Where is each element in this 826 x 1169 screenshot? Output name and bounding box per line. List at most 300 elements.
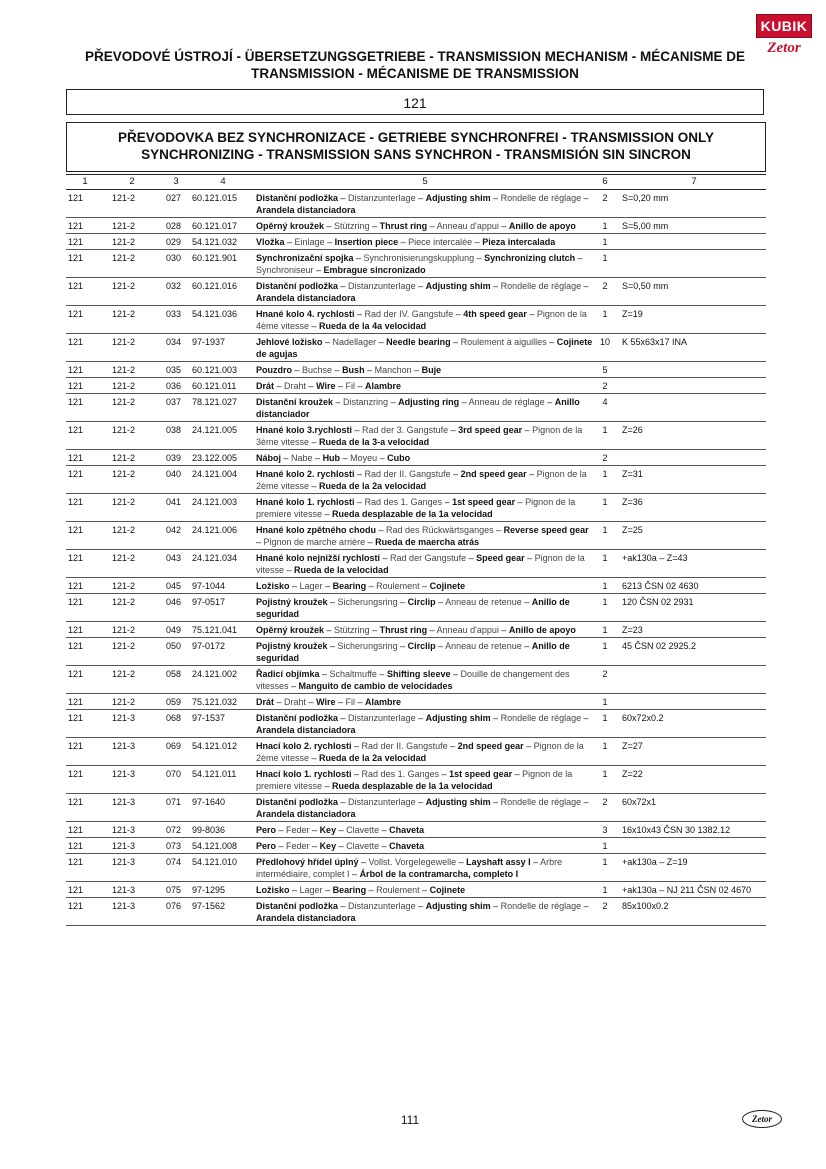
description-de: Rad der II. Gangstufe <box>361 741 448 751</box>
zetor-footer-logo: Zetor <box>742 1110 782 1128</box>
column-header-1: 1 <box>82 176 88 187</box>
description-fr: Anneau de retenue <box>445 641 522 651</box>
part-number-cell: 97-1562 <box>192 901 226 911</box>
quantity-cell: 2 <box>602 669 608 679</box>
description-cell: Hnané kolo 4. rychlosti – Rad der IV. Gangstufe – 4th speed gear – Pignon de la 4ème vitesse – Rueda de la 4a velocidad <box>256 309 587 331</box>
subgroup-cell: 121-2 <box>112 337 136 347</box>
description-cell: Opěrný kroužek – Stützring – Thrust ring – Anneau d'appui – Anillo de apoyo <box>256 625 576 635</box>
table-row <box>66 334 766 362</box>
note-cell: +ak130a – Z=43 <box>622 553 688 563</box>
description-es: Alambre <box>365 381 402 391</box>
table-row <box>66 362 766 378</box>
table-row <box>66 710 766 738</box>
description-cell: Synchronizační spojka – Synchronisierungskupplung – Synchronizing clutch – Synchroniseur – Embrague sincronizado <box>256 253 583 275</box>
quantity-cell: 1 <box>602 597 608 607</box>
description-fr: Piece intercalée <box>408 237 473 247</box>
table-row <box>66 838 766 854</box>
description-en: Thrust ring <box>379 221 428 231</box>
part-number-cell: 97-1295 <box>192 885 226 895</box>
position-cell: 074 <box>166 857 182 867</box>
part-number-cell: 60.121.003 <box>192 365 238 375</box>
table-row <box>66 394 766 422</box>
description-en: Adjusting ring <box>398 397 460 407</box>
table-row <box>66 578 766 594</box>
part-number-cell: 60.121.017 <box>192 221 238 231</box>
part-number-cell: 24.121.005 <box>192 425 238 435</box>
quantity-cell: 1 <box>602 553 608 563</box>
description-cz: Pouzdro <box>256 365 292 375</box>
description-es: Arandela distanciadora <box>256 293 356 303</box>
position-cell: 034 <box>166 337 182 347</box>
subgroup-cell: 121-2 <box>112 525 136 535</box>
description-cz: Hnací kolo 1. rychlosti <box>256 769 352 779</box>
description-cz: Řadicí objímka <box>256 669 320 679</box>
kubik-logo: KUBIK <box>756 14 812 38</box>
group-cell: 121 <box>68 713 84 723</box>
description-cz: Hnané kolo zpětného chodu <box>256 525 377 535</box>
part-number-cell: 99-8036 <box>192 825 226 835</box>
part-number-cell: 54.121.011 <box>192 769 237 779</box>
table-row <box>66 766 766 794</box>
description-de: Rad der II. Gangstufe <box>364 469 451 479</box>
note-cell: Z=26 <box>622 425 643 435</box>
description-cell: Jehlové ložisko – Nadellager – Needle bearing – Roulement à aiguilles – Cojinete de agujas <box>256 337 593 359</box>
title-line-2: TRANSMISSION - MÉCANISME DE TRANSMISSION <box>251 66 579 81</box>
part-number-cell: 54.121.036 <box>192 309 238 319</box>
quantity-cell: 1 <box>602 885 608 895</box>
description-cell: Ložisko – Lager – Bearing – Roulement – Cojinete <box>256 581 466 591</box>
description-cell: Distanční podložka – Distanzunterlage – Adjusting shim – Rondelle de réglage – Arandela distanciadora <box>256 193 589 215</box>
description-fr: Pignon de la 2ème vitesse <box>256 469 587 491</box>
description-cz: Hnané kolo 1. rychlosti <box>256 497 355 507</box>
description-es: Embrague sincronizado <box>323 265 426 275</box>
description-cell: Náboj – Nabe – Hub – Moyeu – Cubo <box>256 453 411 463</box>
table-row <box>66 898 766 926</box>
description-fr: Pignon de la 2ème vitesse <box>256 741 584 763</box>
quantity-cell: 5 <box>602 365 608 375</box>
description-en: Key <box>319 841 337 851</box>
group-cell: 121 <box>68 841 84 851</box>
note-cell: Z=22 <box>622 769 643 779</box>
description-es: Cojinete de agujas <box>256 337 593 359</box>
position-cell: 030 <box>166 253 182 263</box>
description-cell: Hnané kolo 3.rychlosti – Rad der 3. Gangstufe – 3rd speed gear – Pignon de la 3ème vitesse – Rueda de la 3-a velocidad <box>256 425 583 447</box>
description-es: Rueda desplazable de la 1a velocidad <box>332 509 493 519</box>
table-row <box>66 378 766 394</box>
column-header-7: 7 <box>691 176 697 187</box>
note-cell: S=0,50 mm <box>622 281 669 291</box>
description-cz: Drát <box>256 697 275 707</box>
description-en: Adjusting shim <box>425 281 491 291</box>
note-cell: Z=27 <box>622 741 643 751</box>
description-es: Anillo de apoyo <box>508 221 576 231</box>
description-fr: Rondelle de réglage <box>500 193 582 203</box>
description-en: Wire <box>316 697 336 707</box>
description-es: Rueda de la 4a velocidad <box>319 321 427 331</box>
position-cell: 028 <box>166 221 182 231</box>
part-number-cell: 97-1640 <box>192 797 226 807</box>
group-cell: 121 <box>68 641 84 651</box>
column-header-2: 2 <box>129 176 135 187</box>
note-cell: Z=23 <box>622 625 643 635</box>
description-es: Anillo de seguridad <box>256 641 570 663</box>
quantity-cell: 3 <box>602 825 608 835</box>
description-de: Distanzunterlage <box>348 713 416 723</box>
description-fr: Pignon de marche arrière <box>263 537 366 547</box>
page-number: 111 <box>400 1113 420 1127</box>
description-en: Layshaft assy I <box>466 857 531 867</box>
position-cell: 037 <box>166 397 182 407</box>
description-en: Thrust ring <box>379 625 428 635</box>
description-cz: Náboj <box>256 453 282 463</box>
description-cz: Distanční podložka <box>256 193 339 203</box>
subgroup-cell: 121-2 <box>112 309 136 319</box>
subgroup-cell: 121-2 <box>112 221 136 231</box>
description-fr: Anneau de retenue <box>445 597 522 607</box>
quantity-cell: 1 <box>602 697 608 707</box>
description-fr: Pignon de la vitesse <box>256 553 585 575</box>
group-cell: 121 <box>68 453 84 463</box>
description-fr: Anneau d'appui <box>436 625 499 635</box>
quantity-cell: 1 <box>602 641 608 651</box>
note-cell: 16x10x43 ČSN 30 1382.12 <box>622 825 731 835</box>
description-de: Distanzunterlage <box>348 901 416 911</box>
note-cell: Z=19 <box>622 309 643 319</box>
group-cell: 121 <box>68 221 84 231</box>
table-row <box>66 638 766 666</box>
group-cell: 121 <box>68 365 84 375</box>
section-number: 121 <box>66 89 764 115</box>
group-cell: 121 <box>68 697 84 707</box>
position-cell: 039 <box>166 453 182 463</box>
subgroup-cell: 121-2 <box>112 453 136 463</box>
group-cell: 121 <box>68 553 84 563</box>
position-cell: 059 <box>166 697 182 707</box>
description-en: Bearing <box>332 885 367 895</box>
description-fr: Pignon de la premiere vitesse <box>256 769 573 791</box>
quantity-cell: 2 <box>602 193 608 203</box>
description-cz: Pero <box>256 825 277 835</box>
group-cell: 121 <box>68 825 84 835</box>
part-number-cell: 24.121.006 <box>192 525 238 535</box>
description-es: Árbol de la contramarcha, completo I <box>359 869 519 879</box>
description-es: Cojinete <box>429 581 466 591</box>
group-cell: 121 <box>68 857 84 867</box>
description-es: Manguito de cambio de velocidades <box>298 681 453 691</box>
note-cell: Z=25 <box>622 525 643 535</box>
part-number-cell: 97-0517 <box>192 597 226 607</box>
quantity-cell: 1 <box>602 857 608 867</box>
position-cell: 033 <box>166 309 182 319</box>
description-es: Anillo de seguridad <box>256 597 570 619</box>
note-cell: Z=31 <box>622 469 643 479</box>
position-cell: 041 <box>166 497 182 507</box>
position-cell: 043 <box>166 553 182 563</box>
description-cell: Distanční podložka – Distanzunterlage – Adjusting shim – Rondelle de réglage – Arandela distanciadora <box>256 901 589 923</box>
subgroup-cell: 121-2 <box>112 497 136 507</box>
description-cell: Distanční podložka – Distanzunterlage – Adjusting shim – Rondelle de réglage – Arandela distanciadora <box>256 713 589 735</box>
subgroup-cell: 121-2 <box>112 597 136 607</box>
position-cell: 070 <box>166 769 182 779</box>
group-cell: 121 <box>68 193 84 203</box>
quantity-cell: 1 <box>602 253 608 263</box>
note-cell: 6213 ČSN 02 4630 <box>622 581 699 591</box>
subgroup-cell: 121-3 <box>112 901 136 911</box>
part-number-cell: 23.122.005 <box>192 453 238 463</box>
description-en: 2nd speed gear <box>460 469 527 479</box>
quantity-cell: 10 <box>599 337 610 347</box>
description-de: Lager <box>299 885 323 895</box>
part-number-cell: 60.121.011 <box>192 381 237 391</box>
quantity-cell: 2 <box>602 797 608 807</box>
description-fr: Fil <box>345 381 356 391</box>
column-header <box>66 174 766 190</box>
column-header-6: 6 <box>602 176 608 187</box>
description-en: Needle bearing <box>386 337 451 347</box>
quantity-cell: 2 <box>602 381 608 391</box>
description-cell: Hnané kolo nejnižší rychlosti – Rad der Gangstufe – Speed gear – Pignon de la vitesse – Rueda de la velocidad <box>256 553 585 575</box>
group-cell: 121 <box>68 625 84 635</box>
description-de: Stützring <box>334 221 370 231</box>
description-en: 1st speed gear <box>452 497 516 507</box>
description-fr: Fil <box>345 697 356 707</box>
table-row <box>66 666 766 694</box>
table-row <box>66 694 766 710</box>
description-es: Alambre <box>365 697 402 707</box>
column-header-3: 3 <box>173 176 179 187</box>
position-cell: 069 <box>166 741 182 751</box>
group-cell: 121 <box>68 901 84 911</box>
position-cell: 040 <box>166 469 182 479</box>
group-cell: 121 <box>68 741 84 751</box>
description-es: Anillo distanciador <box>256 397 580 419</box>
quantity-cell: 2 <box>602 901 608 911</box>
description-en: Adjusting shim <box>425 713 491 723</box>
subgroup-cell: 121-2 <box>112 641 136 651</box>
description-es: Cubo <box>387 453 411 463</box>
description-en: 4th speed gear <box>463 309 527 319</box>
description-cell: Předlohový hřídel úplný – Vollst. Vorgelegewelle – Layshaft assy I – Arbre intermédiaire, complet I – Árbol de la contramarcha, completo I <box>256 857 563 879</box>
description-fr: Anneau de réglage <box>468 397 545 407</box>
position-cell: 032 <box>166 281 182 291</box>
subgroup-cell: 121-2 <box>112 365 136 375</box>
description-es: Arandela distanciadora <box>256 725 356 735</box>
description-cz: Jehlové ložisko <box>256 337 323 347</box>
quantity-cell: 4 <box>602 397 608 407</box>
description-de: Vollst. Vorgelegewelle <box>368 857 457 867</box>
note-cell: +ak130a – NJ 211 ČSN 02 4670 <box>622 885 752 895</box>
part-number-cell: 97-1537 <box>192 713 226 723</box>
description-de: Sicherungsring <box>337 641 398 651</box>
subgroup-cell: 121-3 <box>112 713 136 723</box>
position-cell: 075 <box>166 885 182 895</box>
part-number-cell: 78.121.027 <box>192 397 238 407</box>
description-fr: Pignon de la 4ème vitesse <box>256 309 587 331</box>
description-fr: Rondelle de réglage <box>500 281 582 291</box>
group-cell: 121 <box>68 253 84 263</box>
description-de: Rad des Rückwärtsganges <box>386 525 494 535</box>
description-en: Reverse speed gear <box>503 525 589 535</box>
group-cell: 121 <box>68 237 84 247</box>
part-number-cell: 54.121.012 <box>192 741 238 751</box>
subgroup-cell: 121-2 <box>112 581 136 591</box>
description-en: Hub <box>322 453 341 463</box>
description-en: Adjusting shim <box>425 193 491 203</box>
description-en: Shifting sleeve <box>386 669 451 679</box>
description-cell: Hnané kolo 1. rychlosti – Rad des 1. Ganges – 1st speed gear – Pignon de la premiere vitesse – Rueda desplazable de la 1a velocidad <box>256 497 576 519</box>
description-fr: Moyeu <box>350 453 378 463</box>
description-de: Nadellager <box>332 337 377 347</box>
description-en: Insertion piece <box>334 237 399 247</box>
description-de: Rad des 1. Ganges <box>361 769 440 779</box>
subgroup-cell: 121-3 <box>112 885 136 895</box>
description-fr: Manchon <box>374 365 412 375</box>
subgroup-cell: 121-3 <box>112 841 136 851</box>
group-cell: 121 <box>68 525 84 535</box>
table-row <box>66 250 766 278</box>
description-de: Rad der 3. Gangstufe <box>362 425 449 435</box>
subgroup-cell: 121-2 <box>112 193 136 203</box>
column-header-4: 4 <box>220 176 226 187</box>
position-cell: 049 <box>166 625 182 635</box>
note-cell: 120 ČSN 02 2931 <box>622 597 694 607</box>
description-cz: Ložisko <box>256 581 290 591</box>
description-fr: Anneau d'appui <box>436 221 499 231</box>
description-fr: Clavette <box>346 825 380 835</box>
description-cell: Hnací kolo 2. rychlosti – Rad der II. Gangstufe – 2nd speed gear – Pignon de la 2ème vitesse – Rueda de la 2a velocidad <box>256 741 584 763</box>
description-en: Bearing <box>332 581 367 591</box>
subgroup-cell: 121-3 <box>112 797 136 807</box>
description-de: Rad des 1. Ganges <box>364 497 443 507</box>
position-cell: 035 <box>166 365 182 375</box>
part-number-cell: 54.121.010 <box>192 857 238 867</box>
description-es: Rueda de la 3-a velocidad <box>319 437 430 447</box>
description-cell: Hnané kolo 2. rychlosti – Rad der II. Gangstufe – 2nd speed gear – Pignon de la 2ème vitesse – Rueda de la 2a velocidad <box>256 469 587 491</box>
description-es: Rueda desplazable de la 1a velocidad <box>332 781 493 791</box>
table-row <box>66 550 766 578</box>
table-row <box>66 466 766 494</box>
zetor-logo: Zetor <box>767 40 801 56</box>
description-cell: Pojistný kroužek – Sicherungsring – Circlip – Anneau de retenue – Anillo de seguridad <box>256 641 570 663</box>
description-en: 1st speed gear <box>449 769 513 779</box>
subgroup-cell: 121-2 <box>112 697 136 707</box>
description-cell: Řadicí objímka – Schaltmuffe – Shifting sleeve – Douille de changement des vitesses – Manguito de cambio de velocidades <box>256 669 570 691</box>
subgroup-cell: 121-2 <box>112 253 136 263</box>
position-cell: 027 <box>166 193 182 203</box>
description-es: Buje <box>421 365 442 375</box>
position-cell: 042 <box>166 525 182 535</box>
quantity-cell: 1 <box>602 497 608 507</box>
table-row <box>66 306 766 334</box>
subgroup-cell: 121-2 <box>112 469 136 479</box>
table-row <box>66 822 766 838</box>
description-cz: Hnané kolo 2. rychlosti <box>256 469 355 479</box>
description-es: Rueda de la velocidad <box>294 565 389 575</box>
description-fr: Arbre intermédiaire, complet I <box>256 857 563 879</box>
part-number-cell: 24.121.034 <box>192 553 238 563</box>
part-number-cell: 54.121.008 <box>192 841 238 851</box>
group-cell: 121 <box>68 381 84 391</box>
subgroup-cell: 121-2 <box>112 425 136 435</box>
description-es: Cojinete <box>429 885 466 895</box>
description-de: Feder <box>286 841 310 851</box>
parts-table <box>66 190 766 926</box>
description-cell: Vložka – Einlage – Insertion piece – Piece intercalée – Pieza intercalada <box>256 237 556 247</box>
description-cz: Distanční podložka <box>256 281 339 291</box>
subgroup-cell: 121-2 <box>112 669 136 679</box>
description-cz: Opěrný kroužek <box>256 625 325 635</box>
table-row <box>66 278 766 306</box>
title-line-1: PŘEVODOVÉ ÚSTROJÍ - ÜBERSETZUNGSGETRIEBE - TRANSMISSION MECHANISM - MÉCANISME DE <box>84 49 746 64</box>
note-cell: S=0,20 mm <box>622 193 669 203</box>
part-number-cell: 75.121.041 <box>192 625 238 635</box>
section-subtitle <box>66 122 766 172</box>
quantity-cell: 1 <box>602 469 608 479</box>
description-cell: Distanční podložka – Distanzunterlage – Adjusting shim – Rondelle de réglage – Arandela distanciadora <box>256 281 589 303</box>
description-cell: Pojistný kroužek – Sicherungsring – Circlip – Anneau de retenue – Anillo de seguridad <box>256 597 570 619</box>
position-cell: 068 <box>166 713 182 723</box>
table-row <box>66 218 766 234</box>
subgroup-cell: 121-2 <box>112 625 136 635</box>
description-de: Draht <box>284 381 307 391</box>
note-cell: 60x72x0.2 <box>622 713 664 723</box>
part-number-cell: 24.121.003 <box>192 497 238 507</box>
group-cell: 121 <box>68 669 84 679</box>
table-row <box>66 594 766 622</box>
description-de: Sicherungsring <box>337 597 398 607</box>
position-cell: 036 <box>166 381 182 391</box>
description-fr: Roulement à aiguilles <box>460 337 547 347</box>
subgroup-cell: 121-2 <box>112 397 136 407</box>
description-de: Distanzunterlage <box>348 193 416 203</box>
position-cell: 073 <box>166 841 182 851</box>
column-header-5: 5 <box>422 176 428 187</box>
subgroup-cell: 121-3 <box>112 857 136 867</box>
description-en: 3rd speed gear <box>458 425 523 435</box>
table-row <box>66 422 766 450</box>
description-de: Stützring <box>334 625 370 635</box>
description-fr: Clavette <box>346 841 380 851</box>
quantity-cell: 2 <box>602 453 608 463</box>
description-fr: Douille de changement des vitesses <box>256 669 570 691</box>
description-es: Arandela distanciadora <box>256 205 356 215</box>
description-cz: Hnané kolo 3.rychlosti <box>256 425 353 435</box>
position-cell: 029 <box>166 237 182 247</box>
subgroup-cell: 121-2 <box>112 237 136 247</box>
description-de: Distanzunterlage <box>348 281 416 291</box>
quantity-cell: 2 <box>602 281 608 291</box>
table-row <box>66 622 766 638</box>
description-de: Feder <box>286 825 310 835</box>
part-number-cell: 60.121.901 <box>192 253 238 263</box>
group-cell: 121 <box>68 397 84 407</box>
description-cz: Distanční podložka <box>256 797 339 807</box>
description-cz: Pojistný kroužek <box>256 597 328 607</box>
group-cell: 121 <box>68 337 84 347</box>
description-cell: Pero – Feder – Key – Clavette – Chaveta <box>256 841 425 851</box>
description-en: Key <box>319 825 337 835</box>
position-cell: 076 <box>166 901 182 911</box>
part-number-cell: 24.121.002 <box>192 669 238 679</box>
group-cell: 121 <box>68 425 84 435</box>
subgroup-cell: 121-3 <box>112 825 136 835</box>
part-number-cell: 97-1937 <box>192 337 226 347</box>
note-cell: 60x72x1 <box>622 797 657 807</box>
description-de: Distanzring <box>343 397 389 407</box>
part-number-cell: 24.121.004 <box>192 469 238 479</box>
description-en: Synchronizing clutch <box>484 253 576 263</box>
subgroup-cell: 121-2 <box>112 381 136 391</box>
